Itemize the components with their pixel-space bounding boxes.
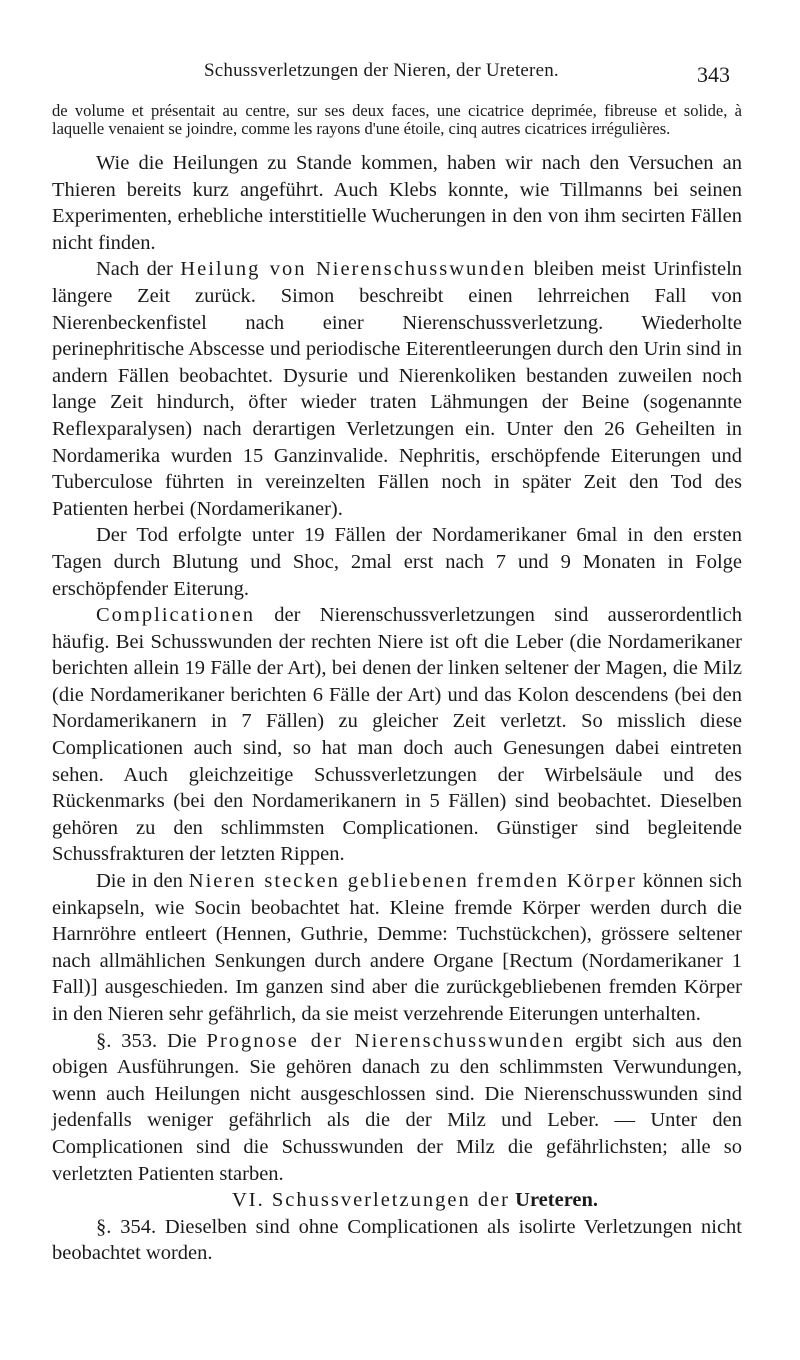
french-quote-continuation: de volume et présentait au centre, sur ses deux faces, une cicatrice deprimée, fibreuse et solide, à laquelle venaient se joindre, comme les rayons d'une étoile, cinq autres cicatrices irrégulières. xyxy=(52,101,742,138)
spaced-emphasis: Prognose der Nierenschusswunden xyxy=(206,1029,566,1052)
body-text xyxy=(52,102,742,1267)
paragraph-mortality: Der Tod erfolgte unter 19 Fällen der Nordamerikaner 6mal in den ersten Tagen durch Blutung und Shoc, 2mal erst nach 7 und 9 Monaten in Folge erschöpfender Eiterung. xyxy=(52,524,742,600)
paragraph-ureters: §. 354. Dieselben sind ohne Complicationen als isolirte Verletzungen nicht beobachtet worden. xyxy=(52,1215,742,1265)
section-heading: VI. Schussverletzungen der Ureteren. xyxy=(232,1189,599,1212)
spaced-emphasis: Heilung von Nierenschusswunden xyxy=(180,258,527,281)
paragraph-complications: Complicationen der Nierenschussverletzungen sind ausserordentlich häufig. Bei Schusswunden der rechten Niere ist oft die Leber (die Nordamerikaner berichten allein 19 Fälle der Art), bei denen der linken seltener der Magen, die Milz (die Nordamerikaner berichten 6 Fälle der Art) und das Kolon descendens (bei den Nordamerikanern in 7 Fällen) zu gleicher Zeit verletzt. So misslich diese Complicationen auch sind, so hat man doch auch Genesungen dabei eintreten sehen. Auch gleichzeitige Schussverletzungen der Wirbelsäule und des Rückenmarks (bei den Nordamerikanern in 5 Fällen) sind beobachtet. Dieselben gehören zu den schlimmsten Complicationen. Günstiger sind begleitende Schussfrakturen der letzten Rippen. xyxy=(52,604,742,866)
running-title: Schussverletzungen der Nieren, der Ureteren. xyxy=(204,60,559,81)
spaced-emphasis: Complicationen xyxy=(96,604,255,627)
paragraph-prognosis: §. 353. Die Prognose der Nierenschusswunden ergibt sich aus den obigen Ausführungen. Sie gehören danach zu den schlimmsten Verwundungen, wenn auch Heilungen nicht ausgeschlossen sind. Die Nierenschusswunden sind jedenfalls weniger gefährlich als die der Milz und Leber. — Unter den Complicationen sind die Schusswunden der Milz die gefährlichsten; alle so verletzten Patienten starben. xyxy=(52,1029,743,1185)
paragraph-foreign-bodies: Die in den Nieren stecken gebliebenen fremden Körper können sich einkapseln, wie Socin beobachtet hat. Kleine fremde Körper werden durch die Harnröhre entleert (Hennen, Guthrie, Demme: Tuchstückchen), grössere seltener nach allmählichen Senkungen durch andere Organe [Rectum (Nordamerikaner 1 Fall)] ausgeschieden. Im ganzen sind aber die zurückgebliebenen fremden Körper in den Nieren sehr gefährlich, da sie meist verzehrende Eiterungen unterhalten. xyxy=(52,870,743,1025)
paragraph-healing: Wie die Heilungen zu Stande kommen, haben wir nach den Versuchen an Thieren bereits kurz angeführt. Auch Klebs konnte, wie Tillmanns bei seinen Experimenten, erhebliche interstitielle Wucherungen in den von ihm secirten Fällen nicht finden. xyxy=(52,152,742,254)
page-number: 343 xyxy=(697,62,730,87)
spaced-emphasis: Nieren stecken gebliebenen fremden Körper xyxy=(188,870,637,893)
paragraph-after-healing: Nach der Heilung von Nierenschusswunden bleiben meist Urinfisteln längere Zeit zurück. Simon beschreibt einen lehrreichen Fall von Nierenbeckenfistel nach einer Nierenschussverletzung. Wiederholte perinephritische Abscesse und periodische Eiterentleerungen durch den Urin sind in andern Fällen beobachtet. Dysurie und Nierenkoliken bestanden zuweilen noch lange Zeit hindurch, öfter wieder traten Lähmungen der Beine (sogenannte Reflexparalysen) nach derartigen Verletzungen ein. Unter den 26 Geheilten in Nordamerika wurden 15 Ganzinvalide. Nephritis, erschöpfende Eiterungen und Tuberculose führten in vereinzelten Fällen noch in später Zeit den Tod des Patienten herbei (Nordamerikaner). xyxy=(52,258,743,520)
